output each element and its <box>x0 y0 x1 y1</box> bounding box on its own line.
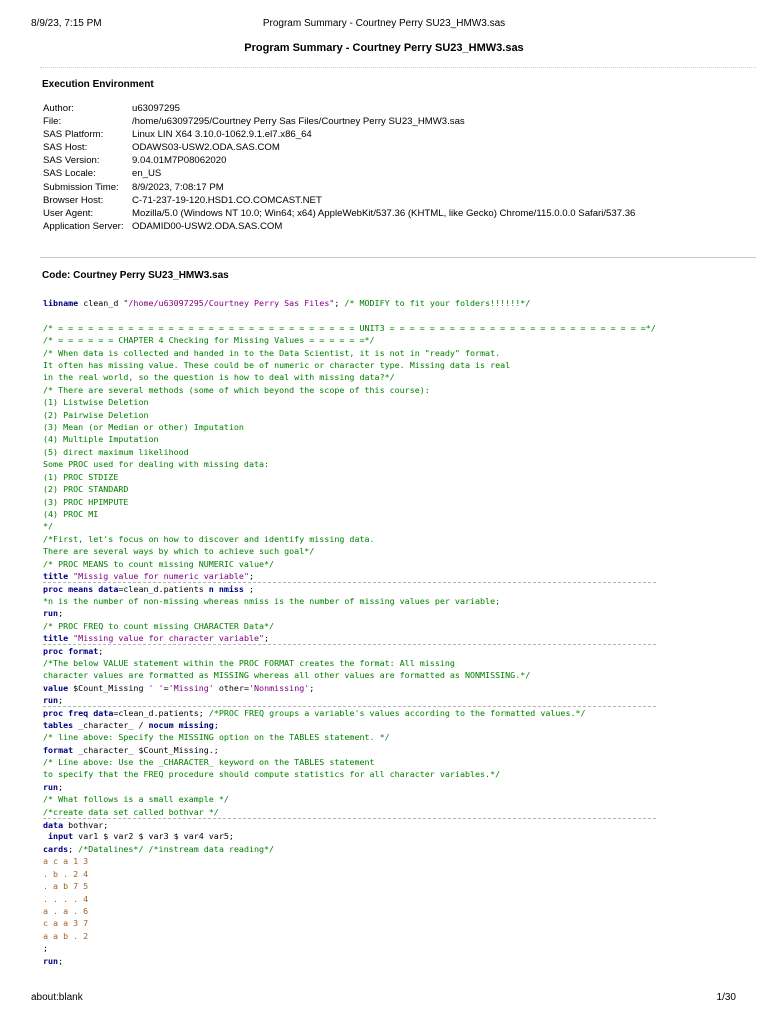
env-key: SAS Platform: <box>43 129 104 141</box>
code-line <box>43 297 656 309</box>
code-token: a . a . 6 <box>43 905 89 916</box>
code-line <box>43 806 656 818</box>
code-token: /*create data set called bothvar */ <box>43 806 219 817</box>
code-token: ; <box>58 608 64 619</box>
code-token: /*The below VALUE statement within the PROC FORMAT creates the format: All missing <box>43 657 455 668</box>
section-divider <box>40 257 756 258</box>
document-title: Program Summary - Courtney Perry SU23_HMW3.sas <box>244 42 524 54</box>
code-token: tables <box>43 719 74 730</box>
code-token: ; <box>58 695 64 705</box>
code-line <box>43 607 656 619</box>
code-token: /* PROC FREQ to count missing CHARACTER Data*/ <box>43 620 275 631</box>
code-token: /*Datalines*/ /*instream data reading*/ <box>78 843 275 854</box>
code-token: title <box>43 632 69 643</box>
code-line <box>43 905 656 917</box>
code-token: _character_ $Count_Missing.; <box>73 744 219 755</box>
code-line <box>43 855 656 867</box>
print-datetime: 8/9/23, 7:15 PM <box>31 18 102 29</box>
env-value: Mozilla/5.0 (Windows NT 10.0; Win64; x64) AppleWebKit/537.36 (KHTML, like Gecko) Chrome/115.0.0.0 Safari/537.36 <box>132 207 636 219</box>
code-token: ; <box>98 646 104 657</box>
env-value: u63097295 <box>132 103 181 114</box>
code-token: data <box>98 584 119 595</box>
code-line <box>43 719 656 731</box>
code-line <box>43 657 656 669</box>
page-number: 1/30 <box>716 992 736 1003</box>
code-token: bothvar; <box>63 820 109 831</box>
code-line <box>43 632 656 644</box>
code-listing <box>43 297 656 967</box>
code-line <box>43 595 656 607</box>
env-row <box>43 115 635 128</box>
code-token: */ <box>43 521 54 532</box>
code-token: /* There are several methods (some of which beyond the scope of this course): <box>43 384 430 395</box>
code-line <box>43 483 656 495</box>
code-line <box>43 359 656 371</box>
code-line <box>43 731 656 743</box>
code-token: in the real world, so the question is how to deal with missing data?*/ <box>43 372 395 383</box>
code-line <box>43 706 656 718</box>
code-line <box>43 930 656 942</box>
code-line <box>43 682 656 694</box>
env-value: 9.04.01M7P08062020 <box>132 155 227 167</box>
code-token: It often has missing value. These could be of numeric or character type. Missing data is real <box>43 360 511 371</box>
code-token: "Missig value for numeric variable" <box>73 570 249 581</box>
code-token: /* MODIFY to fit your folders!!!!!!*/ <box>344 298 531 308</box>
code-line <box>43 520 656 532</box>
code-token: a a b . 2 <box>43 930 89 941</box>
code-line <box>43 533 656 545</box>
code-token: (2) PROC STANDARD <box>43 484 129 495</box>
code-token: /* line above: Specify the MISSING option on the TABLES statement. */ <box>43 732 390 743</box>
code-token: =clean_d.patients; <box>113 708 209 719</box>
code-token: proc format <box>43 646 99 657</box>
code-line <box>43 582 656 594</box>
code-token: There are several ways by which to achieve such goal*/ <box>43 546 315 557</box>
code-token: 'Nonmissing' <box>249 682 310 693</box>
env-value: 8/9/2023, 7:08:17 PM <box>132 181 224 193</box>
env-value: C-71-237-19-120.HSD1.CO.COMCAST.NET <box>132 194 322 206</box>
env-value: /home/u63097295/Courtney Perry Sas Files/Courtney Perry SU23_HMW3.sas <box>132 116 465 128</box>
env-key: Author: <box>43 103 74 114</box>
env-key: SAS Locale: <box>43 168 96 180</box>
code-token: run <box>43 781 59 792</box>
execution-environment-heading: Execution Environment <box>42 79 154 90</box>
code-token: other= <box>213 682 249 693</box>
env-key: Submission Time: <box>43 181 119 193</box>
code-token: data <box>43 820 64 831</box>
code-line <box>43 309 656 321</box>
env-value: Linux LIN X64 3.10.0-1062.9.1.el7.x86_64 <box>132 129 312 141</box>
execution-environment-table <box>43 102 635 233</box>
code-line <box>43 893 656 905</box>
code-token: /*First, let's focus on how to discover and identify missing data. <box>43 533 375 544</box>
code-token: /* When data is collected and handed in to the Data Scientist, it is not in "ready" format. <box>43 347 501 358</box>
code-token: /* = = = = = = = = = = = = = = = = = = = = = = = = = = = = = = UNIT3 = = = = = = = = = = = = = = = = = = = = = = = = = =*/ <box>43 322 656 333</box>
code-token: ; <box>58 781 64 792</box>
code-line <box>43 334 656 346</box>
code-line <box>43 545 656 557</box>
code-token: /* PROC MEANS to count missing NUMERIC value*/ <box>43 558 275 569</box>
code-token: clean_d <box>78 298 124 308</box>
code-token: ; <box>43 943 49 954</box>
code-line <box>43 508 656 520</box>
code-token: ' ' <box>148 682 164 693</box>
code-token: (3) PROC HPIMPUTE <box>43 496 129 507</box>
code-token: libname <box>43 298 79 308</box>
code-token: ; <box>243 584 254 595</box>
code-token: (1) PROC STDIZE <box>43 471 119 482</box>
code-token: /* Line above: Use the _CHARACTER_ keyword on the TABLES statement <box>43 757 375 768</box>
code-token: = <box>163 682 169 693</box>
code-line <box>43 558 656 570</box>
env-row <box>43 207 635 220</box>
code-token: format <box>43 744 74 755</box>
code-line <box>43 868 656 880</box>
code-token: cards <box>43 843 69 854</box>
code-token: input <box>48 831 74 842</box>
code-token: character values are formatted as MISSING whereas all other values are formatted as NONMISSING.*/ <box>43 670 531 681</box>
code-token: (5) direct maximum likelihood <box>43 446 189 457</box>
code-token: data <box>93 708 114 719</box>
code-token: run <box>43 955 59 966</box>
code-token: =clean_d.patients <box>118 584 209 595</box>
code-token: $Count_Missing <box>68 682 149 693</box>
code-token: Some PROC used for dealing with missing data: <box>43 459 270 470</box>
code-token: value <box>43 682 69 693</box>
code-token: (4) PROC MI <box>43 508 99 519</box>
code-line <box>43 756 656 768</box>
env-key: File: <box>43 116 62 128</box>
code-heading: Code: Courtney Perry SU23_HMW3.sas <box>42 270 229 281</box>
code-token: 'Missing' <box>168 682 214 693</box>
code-token: (1) Listwise Deletion <box>43 397 149 408</box>
footer-url: about:blank <box>31 992 83 1003</box>
env-key: SAS Host: <box>43 142 88 154</box>
code-line <box>43 694 656 706</box>
code-line <box>43 384 656 396</box>
env-key: SAS Version: <box>43 155 100 167</box>
code-line <box>43 371 656 383</box>
code-line <box>43 669 656 681</box>
env-row <box>43 141 635 154</box>
code-line <box>43 409 656 421</box>
code-line <box>43 620 656 632</box>
env-row <box>43 181 635 194</box>
code-token: . a b 7 5 <box>43 881 89 892</box>
divider <box>40 67 756 68</box>
env-key: Browser Host: <box>43 194 104 206</box>
code-token: *n is the number of non-missing whereas nmiss is the number of missing values per variable; <box>43 595 501 606</box>
code-line <box>43 496 656 508</box>
code-line <box>43 793 656 805</box>
code-line <box>43 446 656 458</box>
code-token: . . . . 4 <box>43 893 89 904</box>
env-key: Application Server: <box>43 220 124 232</box>
code-line <box>43 421 656 433</box>
code-token: /*PROC FREQ groups a variable's values according to the formatted values.*/ <box>208 708 586 719</box>
code-line <box>43 955 656 967</box>
code-token: var1 $ var2 $ var3 $ var4 var5; <box>73 831 234 842</box>
code-line <box>43 458 656 470</box>
code-line <box>43 942 656 954</box>
env-row <box>43 128 635 141</box>
code-token: ; <box>334 298 345 308</box>
code-token: ; <box>264 632 270 643</box>
code-token: proc means <box>43 584 94 595</box>
code-token: nocum missing <box>148 719 214 730</box>
print-header <box>0 18 768 32</box>
code-token: (4) Multiple Imputation <box>43 434 159 445</box>
code-token: c a a 3 7 <box>43 918 89 929</box>
code-line <box>43 644 656 656</box>
code-line <box>43 843 656 855</box>
code-token: /* = = = = = = CHAPTER 4 Checking for Missing Values = = = = = =*/ <box>43 335 375 346</box>
code-token: proc freq <box>43 708 89 719</box>
code-line <box>43 917 656 929</box>
code-token: a c a 1 3 <box>43 856 89 867</box>
env-value: ODAWS03-USW2.ODA.SAS.COM <box>132 142 280 154</box>
code-token: . b . 2 4 <box>43 868 89 879</box>
code-token: ; <box>213 719 219 730</box>
env-value: ODAMID00-USW2.ODA.SAS.COM <box>132 220 283 232</box>
code-token: run <box>43 608 59 619</box>
print-header-title: Program Summary - Courtney Perry SU23_HMW3.sas <box>262 18 506 29</box>
code-token: _character_ / <box>73 719 149 730</box>
code-token: /* What follows is a small example */ <box>43 794 229 805</box>
env-value: en_US <box>132 168 162 180</box>
code-token: "/home/u63097295/Courtney Perry Sas Files" <box>123 298 335 308</box>
code-line <box>43 818 656 830</box>
env-row <box>43 194 635 207</box>
code-token: ; <box>68 843 79 854</box>
env-row <box>43 220 635 233</box>
env-row <box>43 102 635 115</box>
code-line <box>43 347 656 359</box>
code-line <box>43 880 656 892</box>
code-token: ; <box>309 682 315 693</box>
code-line <box>43 768 656 780</box>
code-token: title <box>43 570 69 581</box>
code-token: n nmiss <box>208 584 244 595</box>
code-line <box>43 744 656 756</box>
code-line <box>43 781 656 793</box>
code-line <box>43 570 656 582</box>
env-row <box>43 154 635 167</box>
code-token: ; <box>248 570 255 581</box>
code-line <box>43 433 656 445</box>
code-token: "Missing value for character variable" <box>73 632 265 643</box>
code-line <box>43 830 656 842</box>
code-token: to specify that the FREQ procedure should compute statistics for all character variables.*/ <box>43 769 501 780</box>
code-token: ; <box>58 955 64 966</box>
code-token: (3) Mean (or Median or other) Imputation <box>43 422 244 433</box>
code-token: run <box>43 695 59 705</box>
code-token: (2) Pairwise Deletion <box>43 409 149 420</box>
env-key: User Agent: <box>43 207 94 219</box>
code-line <box>43 396 656 408</box>
env-row <box>43 167 635 180</box>
code-line <box>43 471 656 483</box>
code-line <box>43 322 656 334</box>
